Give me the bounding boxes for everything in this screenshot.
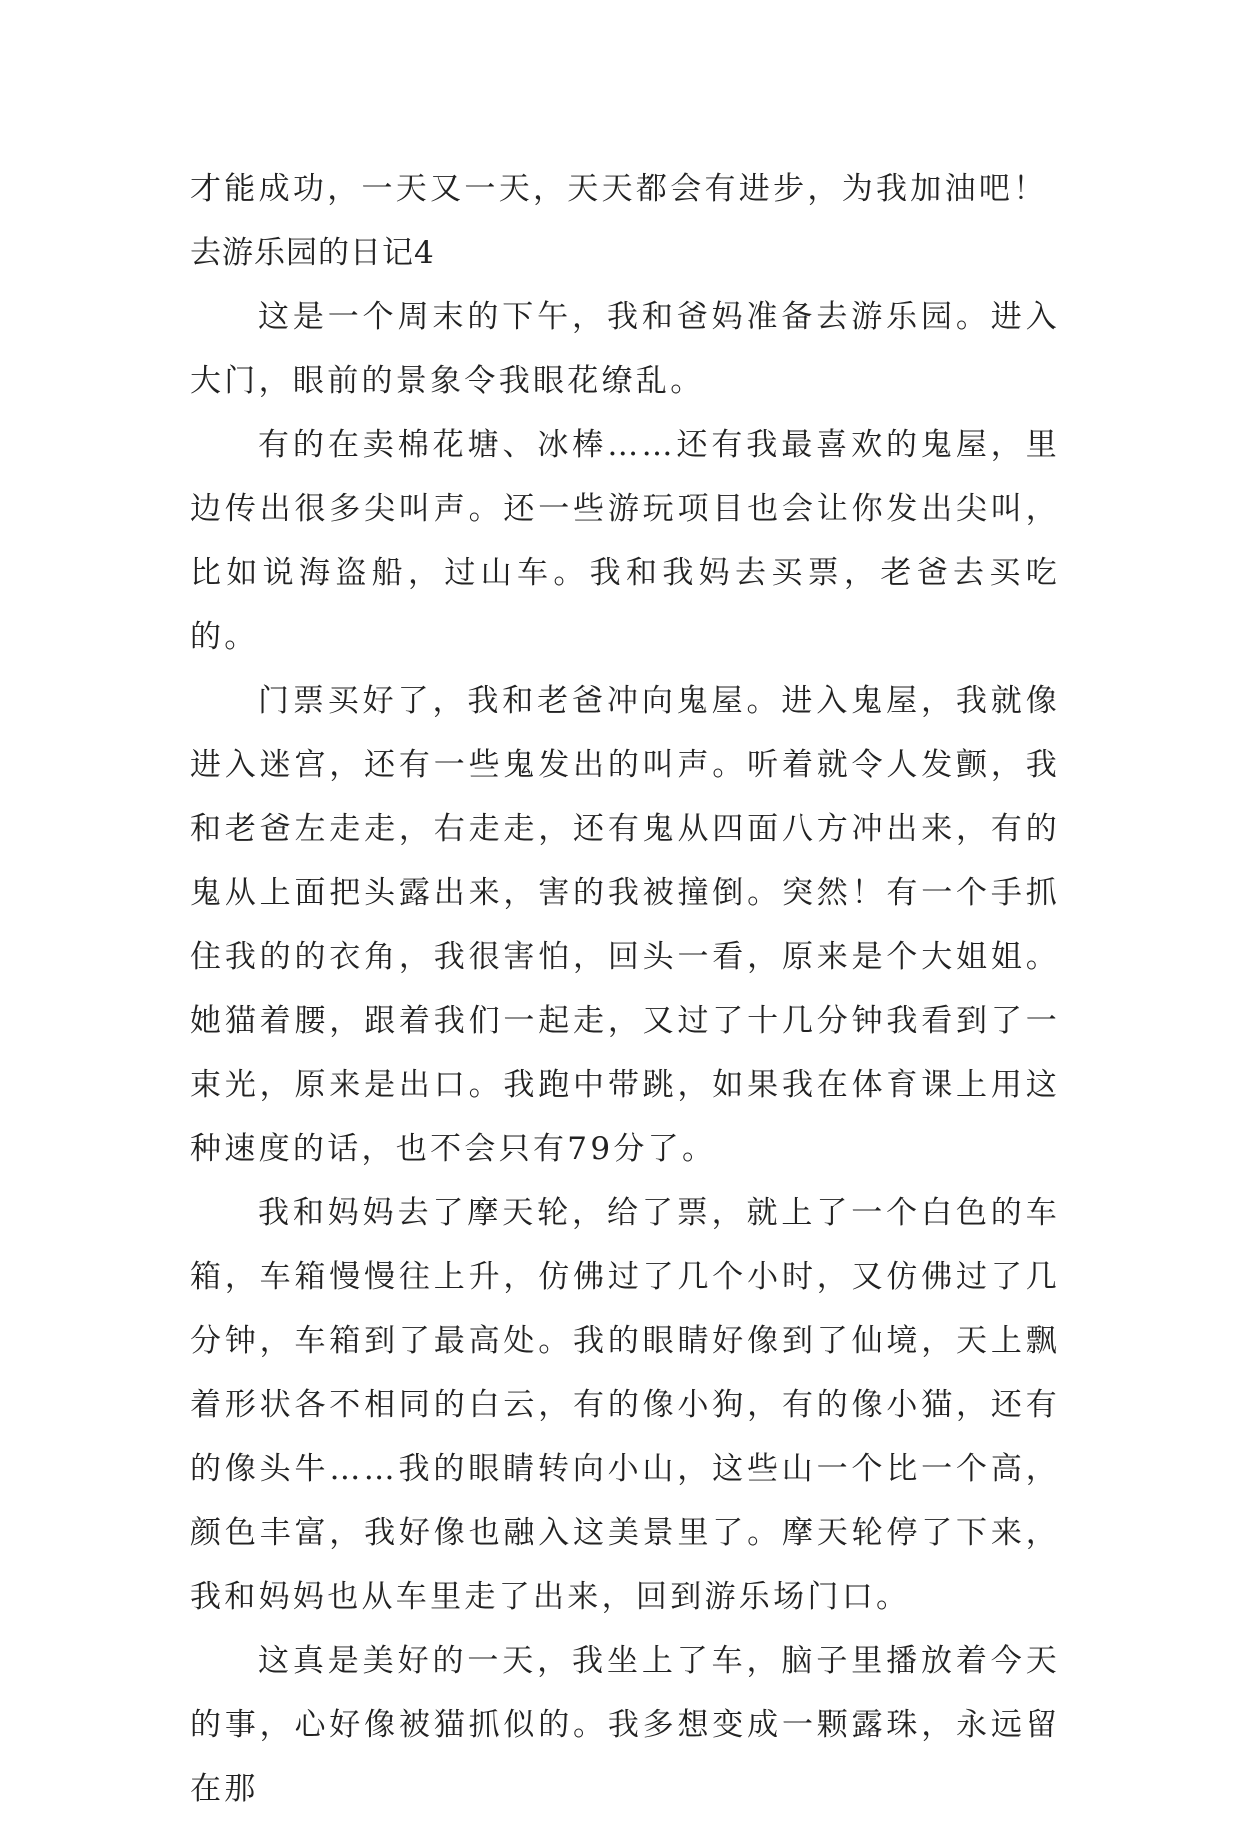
section-title: 去游乐园的日记4 <box>190 235 435 271</box>
paragraph-3: 门票买好了，我和老爸冲向鬼屋。进入鬼屋，我就像进入迷宫，还有一些鬼发出的叫声。听着就令人发颤，我和老爸左走走，右走走，还有鬼从四面八方冲出来，有的鬼从上面把头露出来，害的我被撞倒。突然！有一个手抓住我的的衣角，我很害怕，回头一看，原来是个大姐姐。她猫着腰，跟着我们一起走，又过了十几分钟我看到了一束光，原来是出口。我跑中带跳，如果我在体育课上用这种速度的话，也不会只有79分了。 <box>190 683 1060 1167</box>
paragraph-1: 这是一个周末的下午，我和爸妈准备去游乐园。进入大门，眼前的景象令我眼花缭乱。 <box>190 299 1060 399</box>
paragraph-2: 有的在卖棉花塘、冰棒……还有我最喜欢的鬼屋，里边传出很多尖叫声。还一些游玩项目也会让你发出尖叫，比如说海盗船，过山车。我和我妈去买票，老爸去买吃的。 <box>190 427 1060 655</box>
continued-text-line: 才能成功，一天又一天，天天都会有进步，为我加油吧！ <box>190 171 1048 207</box>
paragraph-4: 我和妈妈去了摩天轮，给了票，就上了一个白色的车箱，车箱慢慢往上升，仿佛过了几个小时，又仿佛过了几分钟，车箱到了最高处。我的眼睛好像到了仙境，天上飘着形状各不相同的白云，有的像小狗，有的像小猫，还有的像头牛……我的眼睛转向小山，这些山一个比一个高，颜色丰富，我好像也融入这美景里了。摩天轮停了下来，我和妈妈也从车里走了出来，回到游乐场门口。 <box>190 1195 1060 1615</box>
document-body <box>190 157 1060 1821</box>
paragraph-5: 这真是美好的一天，我坐上了车，脑子里播放着今天的事，心好像被猫抓似的。我多想变成一颗露珠，永远留在那 <box>190 1643 1060 1807</box>
